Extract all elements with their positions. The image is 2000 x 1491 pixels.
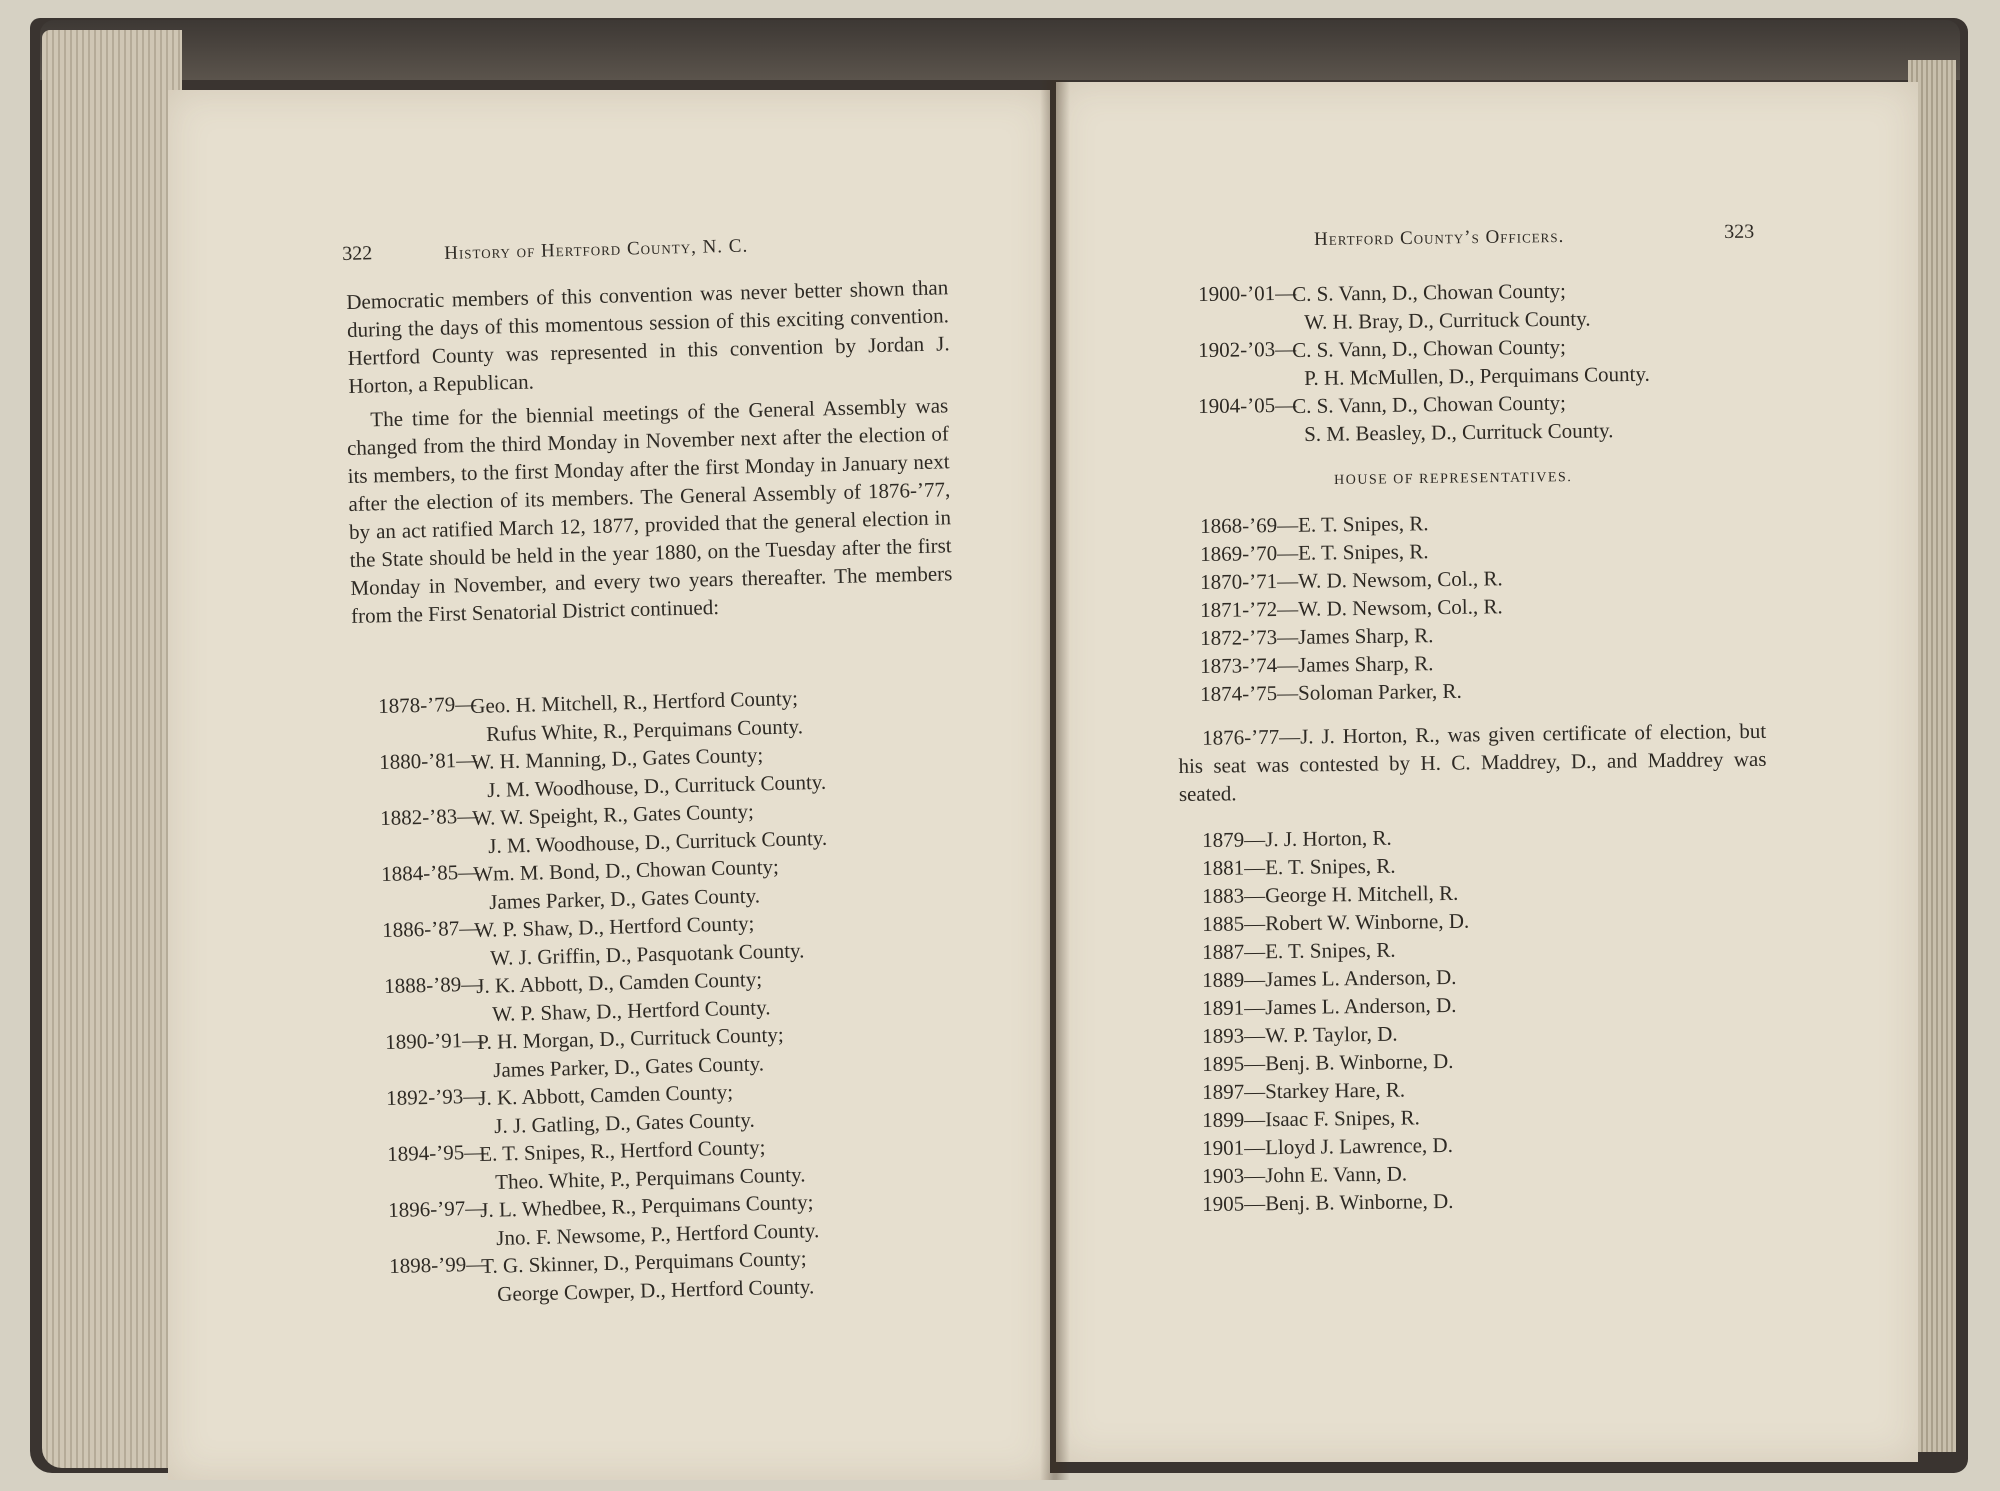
- senate-entry-line2: S. M. Beasley, D., Currituck County.: [1303, 418, 1614, 446]
- house-entry: 1870-’71—W. D. Newsom, Col., R.: [1199, 566, 1503, 594]
- house-entry: 1872-’73—James Sharp, R.: [1199, 623, 1434, 650]
- senate-entry-line2: Jno. F. Newsome, P., Hertford County.: [495, 1218, 820, 1250]
- senate-entry-line1: W. P. Shaw, D., Hertford County;: [474, 911, 756, 942]
- house-entry: 1891—James L. Anderson, D.: [1201, 992, 1457, 1020]
- book-spine-top: [40, 20, 1960, 80]
- senate-entry-years: 1882-’83—: [380, 803, 479, 830]
- senate-entry-line2: P. H. McMullen, D., Perquimans County.: [1303, 361, 1650, 390]
- senate-entry-line2: James Parker, D., Gates County.: [492, 1051, 764, 1082]
- senate-entry-line2: J. M. Woodhouse, D., Currituck County.: [488, 825, 828, 858]
- senate-entry-line1: Wm. M. Bond, D., Chowan County;: [473, 854, 780, 886]
- senate-entry-years: 1886-’87—: [382, 915, 481, 942]
- senate-entry-years: 1904-’05—: [1197, 392, 1297, 418]
- senate-entry-line2: James Parker, D., Gates County.: [489, 883, 761, 914]
- running-head-right: Hertford County’s Officers.: [1313, 225, 1565, 250]
- senate-entry-line1: T. G. Skinner, D., Perquimans County;: [480, 1246, 807, 1278]
- senate-entry-line2: W. P. Shaw, D., Hertford County.: [491, 995, 771, 1026]
- senate-entry-line1: J. K. Abbott, D., Camden County;: [475, 967, 762, 998]
- house-entry: 1871-’72—W. D. Newsom, Col., R.: [1199, 594, 1503, 622]
- house-heading: HOUSE OF REPRESENTATIVES.: [1333, 470, 1573, 488]
- house-entry: 1873-’74—James Sharp, R.: [1199, 651, 1434, 678]
- senate-entry-years: 1880-’81—: [379, 747, 478, 774]
- senate-entry-line1: C. S. Vann, D., Chowan County;: [1291, 390, 1567, 418]
- senate-entry-line1: C. S. Vann, D., Chowan County;: [1291, 334, 1567, 362]
- house-entry: 1879—J. J. Horton, R.: [1201, 825, 1392, 852]
- page-number-left: 322: [341, 242, 373, 265]
- senate-entry-years: 1890-’91—: [384, 1027, 484, 1054]
- house-entry: 1895—Benj. B. Winborne, D.: [1201, 1048, 1454, 1076]
- house-entry: 1885—Robert W. Winborne, D.: [1201, 908, 1470, 936]
- senate-entry-years: 1888-’89—: [383, 971, 483, 998]
- left-page-edges: [42, 30, 182, 1468]
- senate-entry-years: 1878-’79—: [377, 691, 477, 718]
- house-entry: 1874-’75—Soloman Parker, R.: [1199, 678, 1462, 706]
- senate-entry-years: 1900-’01—: [1197, 280, 1297, 306]
- senate-entry-line2: W. J. Griffin, D., Pasquotank County.: [490, 938, 806, 970]
- house-entry: 1889—James L. Anderson, D.: [1201, 964, 1457, 992]
- senate-entry-years: 1884-’85—: [381, 859, 480, 886]
- page-number-right: 323: [1723, 220, 1755, 243]
- house-entry: 1903—John E. Vann, D.: [1201, 1161, 1408, 1188]
- house-entry: 1901—Lloyd J. Lawrence, D.: [1201, 1132, 1454, 1160]
- senate-entry-years: 1894-’95—: [386, 1139, 486, 1166]
- house-entry: 1905—Benj. B. Winborne, D.: [1201, 1188, 1454, 1216]
- book-gutter: [1040, 80, 1070, 1480]
- house-entry: 1887—E. T. Snipes, R.: [1201, 937, 1396, 964]
- senate-entry-line1: J. K. Abbott, Camden County;: [477, 1079, 734, 1110]
- senate-entry-years: 1892-’93—: [385, 1083, 485, 1110]
- house-entry: 1899—Isaac F. Snipes, R.: [1201, 1105, 1420, 1132]
- senate-entry-line2: J. M. Woodhouse, D., Currituck County.: [487, 769, 827, 802]
- house-entry: 1897—Starkey Hare, R.: [1201, 1077, 1406, 1104]
- senate-entry-years: 1902-’03—: [1197, 336, 1297, 362]
- house-entry: 1881—E. T. Snipes, R.: [1201, 853, 1396, 880]
- senate-entry-line1: P. H. Morgan, D., Currituck County;: [476, 1022, 784, 1054]
- senate-entry-line2: W. H. Bray, D., Currituck County.: [1303, 306, 1591, 334]
- house-entry: 1883—George H. Mitchell, R.: [1201, 880, 1459, 908]
- senate-entry-line2: J. J. Gatling, D., Gates County.: [493, 1107, 755, 1138]
- senate-entry-line1: Geo. H. Mitchell, R., Hertford County;: [469, 685, 799, 718]
- house-entry: 1869-’70—E. T. Snipes, R.: [1199, 539, 1429, 566]
- senate-entry-years: 1898-’99—: [388, 1251, 488, 1278]
- paragraph-2: The time for the biennial meetings of the General Assembly was changed from the third Monday in November next after the election of its members, to the first Monday after the first Monday in January next after the election of its members. The General Assembly of 1876-’77, by an act ratified March 12, 1877, provided that the general election in the State should be held in the year 1880, on the Tuesday after the first Monday in November, and every two years thereafter. The members from the First Senatorial District continued:: [346, 393, 953, 628]
- senate-entry-line1: W. W. Speight, R., Gates County;: [472, 799, 755, 830]
- senate-entry-line1: W. H. Manning, D., Gates County;: [471, 742, 764, 774]
- senate-entry-line2: George Cowper, D., Hertford County.: [496, 1274, 815, 1306]
- paragraph-1: Democratic members of this convention was never better shown than during the days of this momentous session of this exciting convention. Hertford County was represented in this convention by Jordan J. Horton, a Republican.: [346, 275, 950, 398]
- contest-note: 1876-’77—J. J. Horton, R., was given certificate of election, but his seat was contested by H. C. Maddrey, D., and Maddrey was seated.: [1178, 718, 1767, 806]
- running-head-left: History of Hertford County, N. C.: [443, 235, 749, 264]
- senate-entry-line1: J. L. Whedbee, R., Perquimans County;: [479, 1189, 814, 1222]
- house-entry: 1893—W. P. Taylor, D.: [1201, 1021, 1398, 1048]
- senate-entry-line2: Rufus White, R., Perquimans County.: [485, 714, 804, 746]
- senate-entry-line1: E. T. Snipes, R., Hertford County;: [478, 1135, 766, 1166]
- senate-entry-years: 1896-’97—: [387, 1195, 487, 1222]
- house-entry: 1868-’69—E. T. Snipes, R.: [1199, 511, 1429, 538]
- senate-entry-line2: Theo. White, P., Perquimans County.: [494, 1162, 806, 1194]
- senate-entry-line1: C. S. Vann, D., Chowan County;: [1291, 278, 1567, 306]
